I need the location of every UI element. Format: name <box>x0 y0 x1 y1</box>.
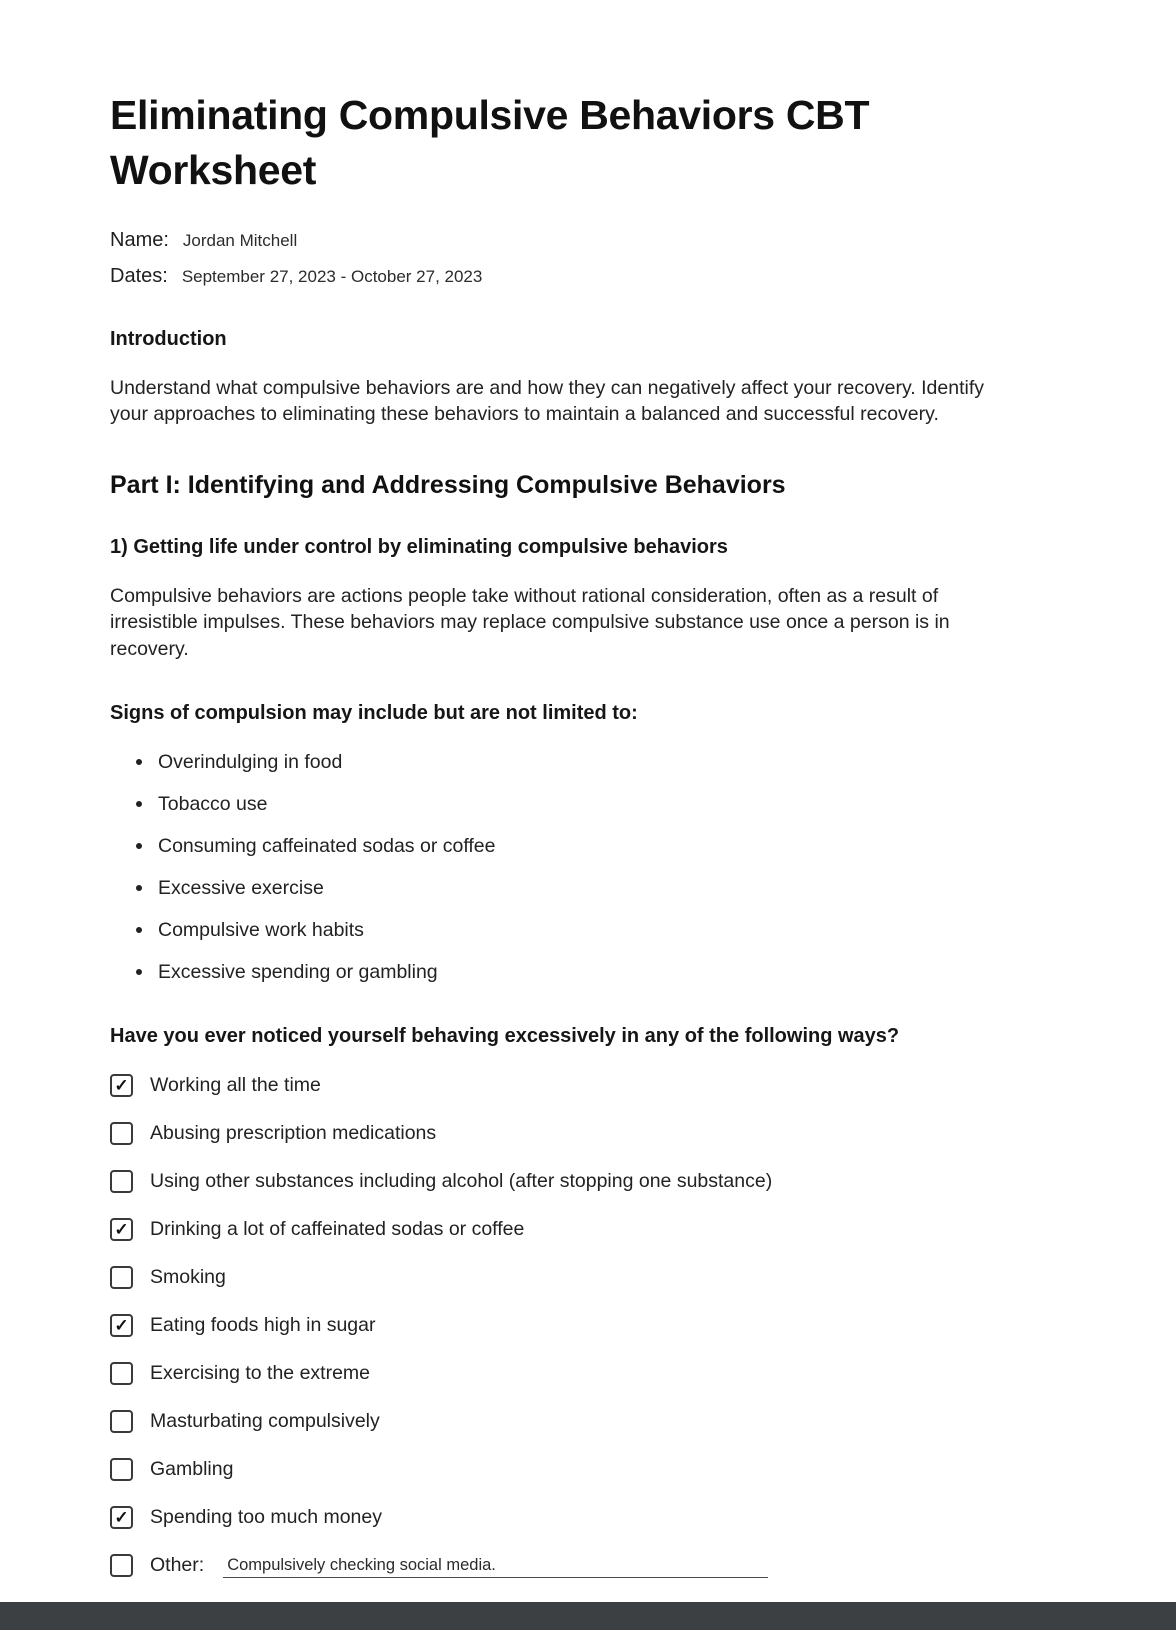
checkbox-icon[interactable] <box>110 1554 133 1577</box>
checkbox-label: Masturbating compulsively <box>150 1410 380 1433</box>
checkbox-icon[interactable] <box>110 1458 133 1481</box>
checkbox-label: Gambling <box>150 1458 234 1481</box>
checklist-item-other <box>110 1554 1026 1578</box>
checkbox-icon[interactable]: ✓ <box>110 1506 133 1529</box>
dates-field-row <box>110 265 1026 288</box>
viewer-bottom-bar <box>0 1602 1176 1630</box>
intro-heading: Introduction <box>110 328 227 351</box>
part1-heading: Part I: Identifying and Addressing Compulsive Behaviors <box>110 471 786 500</box>
checklist-item <box>110 1218 1026 1242</box>
name-label: Name: <box>110 229 169 252</box>
checklist-item <box>110 1410 1026 1434</box>
checklist-heading: Have you ever noticed yourself behaving excessively in any of the following ways? <box>110 1024 900 1047</box>
intro-paragraph: Understand what compulsive behaviors are and how they can negatively affect your recovery. Identify your approaches to eliminating these behaviors to maintain a balanced and successful recovery. <box>110 377 985 426</box>
checklist-item <box>110 1314 1026 1338</box>
checkbox-label: Using other substances including alcohol (after stopping one substance) <box>150 1170 773 1193</box>
signs-list <box>110 749 1026 985</box>
signs-list-item: Compulsive work habits <box>158 917 1026 943</box>
checkbox-icon[interactable] <box>110 1410 133 1433</box>
checklist-item <box>110 1362 1026 1386</box>
dates-label: Dates: <box>110 265 168 288</box>
signs-heading: Signs of compulsion may include but are not limited to: <box>110 701 638 724</box>
checklist-item <box>110 1122 1026 1146</box>
checkbox-label: Exercising to the extreme <box>150 1362 371 1385</box>
checkbox-label: Abusing prescription medications <box>150 1122 437 1145</box>
checklist-item <box>110 1506 1026 1530</box>
checkbox-label: Working all the time <box>150 1074 321 1097</box>
checklist-item <box>110 1074 1026 1098</box>
signs-list-item: Excessive exercise <box>158 875 1026 901</box>
checkbox-icon[interactable] <box>110 1122 133 1145</box>
checkbox-icon[interactable]: ✓ <box>110 1314 133 1337</box>
signs-list-item: Tobacco use <box>158 791 1026 817</box>
dates-value: September 27, 2023 - October 27, 2023 <box>181 267 483 287</box>
name-value: Jordan Mitchell <box>182 231 298 251</box>
name-field-row <box>110 229 1026 252</box>
checkbox-icon[interactable]: ✓ <box>110 1074 133 1097</box>
checklist-item <box>110 1266 1026 1290</box>
signs-list-item: Consuming caffeinated sodas or coffee <box>158 833 1026 859</box>
checkbox-label: Spending too much money <box>150 1506 382 1529</box>
other-fill-text[interactable]: Compulsively checking social media. <box>223 1554 768 1578</box>
checkbox-icon[interactable] <box>110 1362 133 1385</box>
checklist-item <box>110 1170 1026 1194</box>
checkbox-label: Eating foods high in sugar <box>150 1314 376 1337</box>
section1-heading: 1) Getting life under control by eliminating compulsive behaviors <box>110 536 728 559</box>
checkbox-label: Smoking <box>150 1266 226 1289</box>
checkbox-label: Drinking a lot of caffeinated sodas or coffee <box>150 1218 525 1241</box>
section1-paragraph: Compulsive behaviors are actions people take without rational consideration, often as a result of irresistible impulses. These behaviors may replace compulsive substance use once a person is in recovery. <box>110 585 950 660</box>
checklist-item <box>110 1458 1026 1482</box>
other-label: Other: <box>150 1554 205 1577</box>
page-title: Eliminating Compulsive Behaviors CBT Worksheet <box>110 92 870 193</box>
signs-list-item: Overindulging in food <box>158 749 1026 775</box>
checkbox-icon[interactable]: ✓ <box>110 1218 133 1241</box>
compulsive-behaviors-checklist <box>110 1074 1026 1530</box>
signs-list-item: Excessive spending or gambling <box>158 959 1026 985</box>
checkbox-icon[interactable] <box>110 1266 133 1289</box>
checkbox-icon[interactable] <box>110 1170 133 1193</box>
